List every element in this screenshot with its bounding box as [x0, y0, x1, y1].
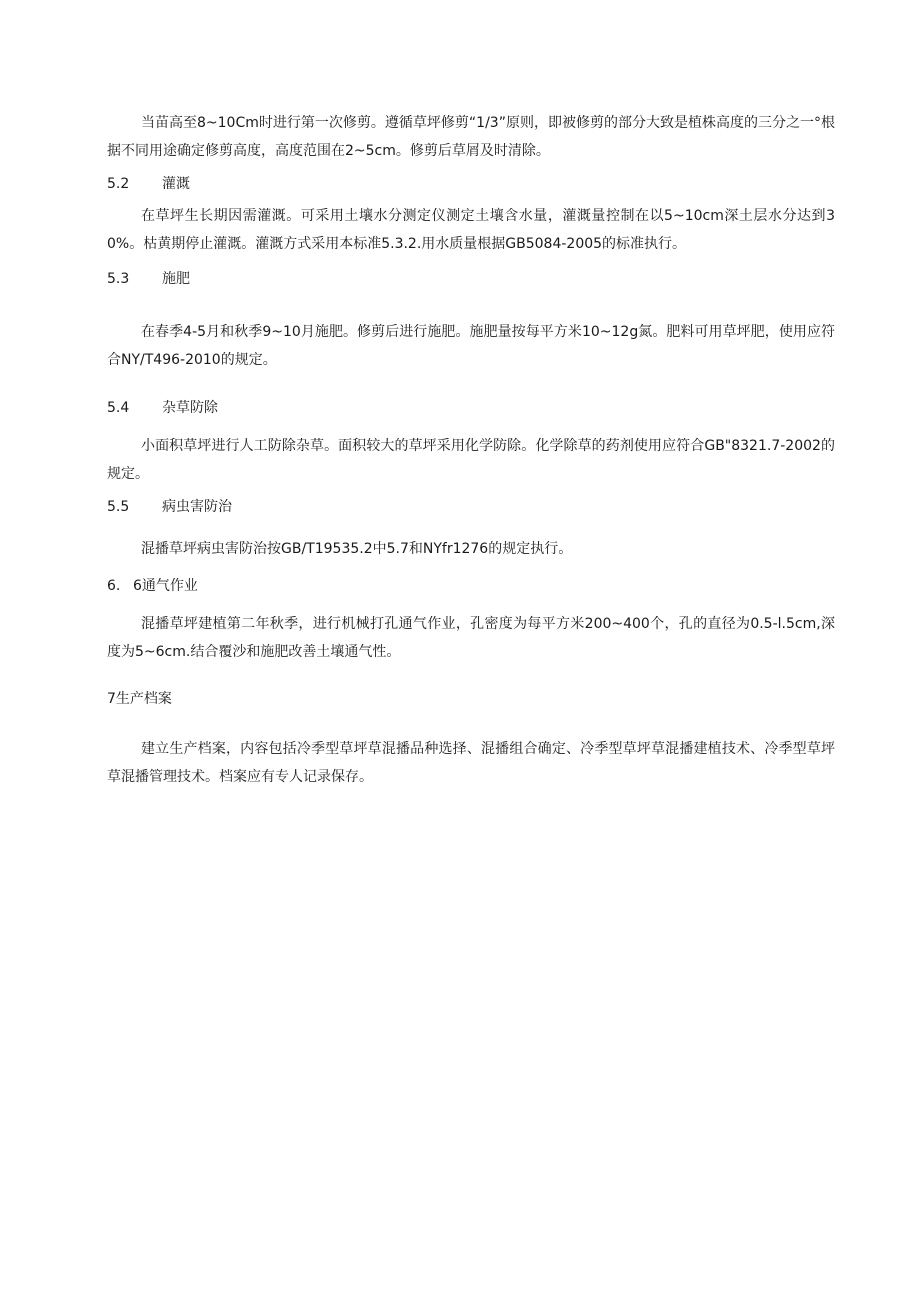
- paragraph-mowing: 当苗高至8~10Cm时进行第一次修剪。遵循草坪修剪“1/3”原则，即被修剪的部分大致是植株高度的三分之一°根据不同用途确定修剪高度，高度范围在2~5cm。修剪后草屑及时清除。: [107, 115, 835, 159]
- paragraph-records: 建立生产档案，内容包括冷季型草坪草混播品种选择、混播组合确定、冷季型草坪草混播建植技术、冷季型草坪草混播管理技术。档案应有专人记录保存。: [107, 741, 835, 785]
- paragraph-irrigation: 在草坪生长期因需灌溉。可采用土壤水分测定仪测定土壤含水量，灌溉量控制在以5~10cm深土层水分达到30%。枯黄期停止灌溉。灌溉方式采用本标准5.3.2.用水质量根据GB5084-2005的标准执行。: [107, 208, 835, 252]
- section-title: 6通气作业: [133, 578, 198, 594]
- heading-5-5: [107, 497, 232, 517]
- heading-7: [107, 689, 172, 709]
- heading-6: [107, 576, 198, 596]
- section-title: 灌溉: [162, 176, 190, 192]
- section-number: 5.5: [107, 499, 130, 515]
- paragraph-weeds: 小面积草坪进行人工防除杂草。面积较大的草坪采用化学防除。化学除草的药剂使用应符合GB"8321.7-2002的规定。: [107, 438, 835, 482]
- section-title: 病虫害防治: [162, 499, 232, 515]
- section-number: 5.2: [107, 176, 130, 192]
- section-title: 杂草防除: [162, 400, 218, 416]
- paragraph-fertilization: 在春季4-5月和秋季9~10月施肥。修剪后进行施肥。施肥量按每平方米10~12g氮。肥料可用草坪肥，使用应符合NY/T496-2010的规定。: [107, 324, 835, 368]
- heading-5-4: [107, 398, 218, 418]
- heading-5-3: [107, 269, 190, 289]
- paragraph-aeration: 混播草坪建植第二年秋季，进行机械打孔通气作业，孔密度为每平方米200~400个，孔的直径为0.5-l.5cm,深度为5~6cm.结合覆沙和施肥改善土壤通气性。: [107, 616, 835, 660]
- section-title: 7生产档案: [107, 691, 172, 707]
- heading-5-2: [107, 174, 190, 194]
- section-number: 5.3: [107, 271, 130, 287]
- section-number: 5.4: [107, 400, 130, 416]
- section-number: 6.: [107, 578, 121, 594]
- section-title: 施肥: [162, 271, 190, 287]
- paragraph-pests: 混播草坪病虫害防治按GB/T19535.2中5.7和NYfr1276的规定执行。: [141, 541, 573, 557]
